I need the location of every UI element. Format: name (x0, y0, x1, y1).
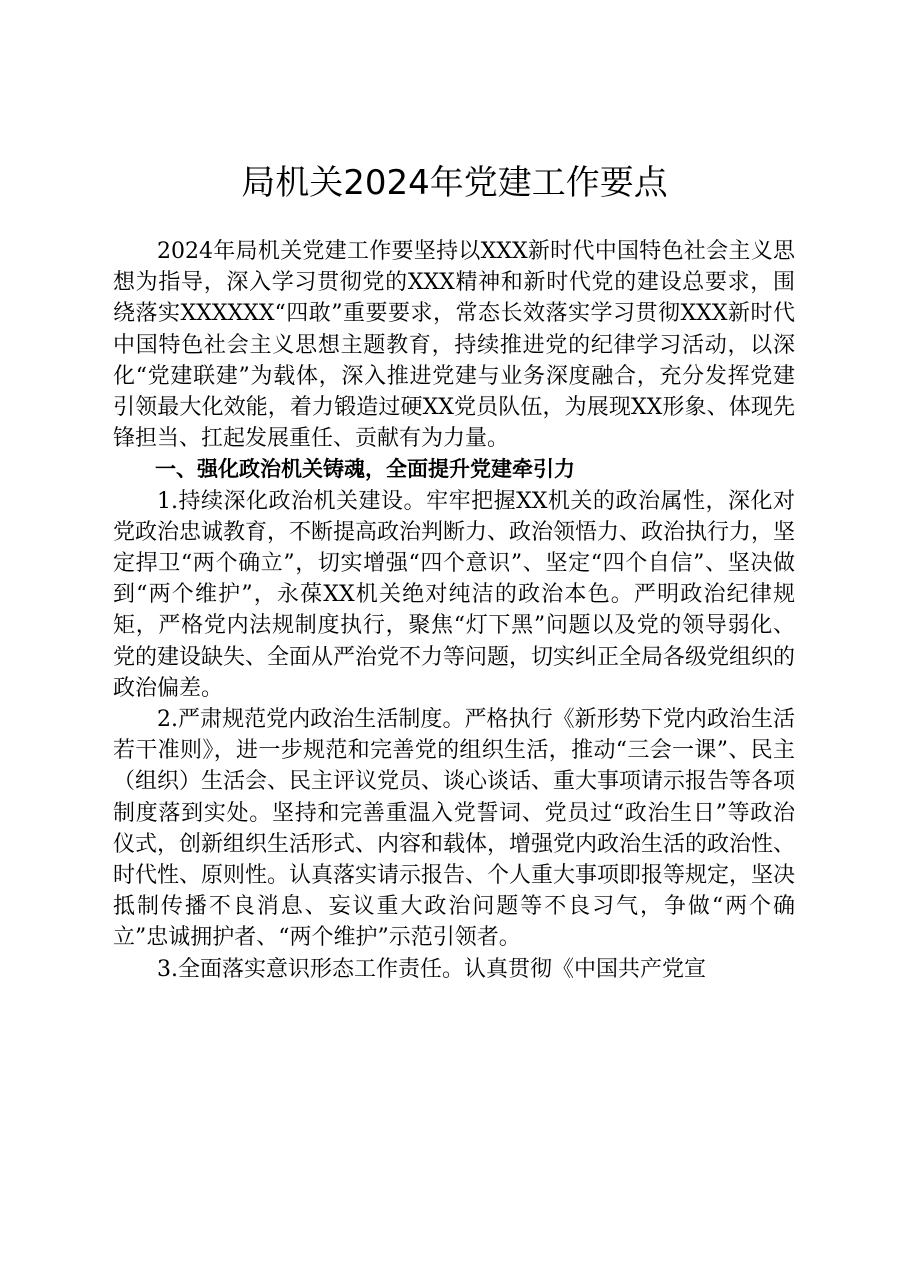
document-body (113, 236, 795, 985)
item-paragraph-2: 2.严肃规范党内政治生活制度。严格执行《新形势下党内政治生活若干准则》，进一步规范和完善党的组织生活，推动“三会一课”、民主（组织）生活会、民主评议党员、谈心谈话、重大事项请示报告等各项制度落到实处。坚持和完善重温入党誓词、党员过“政治生日”等政治仪式，创新组织生活形式、内容和载体，增强党内政治生活的政治性、时代性、原则性。认真落实请示报告、个人重大事项即报等规定，坚决抵制传播不良消息、妄议重大政治问题等不良习气，争做“两个确立”忠诚拥护者、“两个维护”示范引领者。 (113, 707, 796, 951)
item-paragraph-1: 1.持续深化政治机关建设。牢牢把握XX机关的政治属性，深化对党政治忠诚教育，不断提高政治判断力、政治领悟力、政治执行力，坚定捍卫“两个确立”，切实增强“四个意识”、坚定“四个自信”、坚决做到“两个维护”，永葆XX机关绝对纯洁的政治本色。严明政治纪律规矩，严格党内法规制度执行，聚焦“灯下黑”问题以及党的领导弱化、党的建设缺失、全面从严治党不力等问题，切实纠正全局各级党组织的政治偏差。 (113, 488, 796, 701)
item-paragraph-3: 3.全面落实意识形态工作责任。认真贯彻《中国共产党宣 (157, 956, 706, 982)
document-title: 局机关2024年党建工作要点 (241, 163, 668, 203)
intro-paragraph: 2024年局机关党建工作要坚持以XXX新时代中国特色社会主义思想为指导，深入学习贯彻党的XXX精神和新时代党的建设总要求，围绕落实XXXXXX“四敢”重要要求，常态长效落实学习贯彻XXX新时代中国特色社会主义思想主题教育，持续推进党的纪律学习活动，以深化“党建联建”为载体，深入推进党建与业务深度融合，充分发挥党建引领最大化效能，着力锻造过硬XX党员队伍，为展现XX形象、体现先锋担当、扛起发展重任、贡献有为力量。 (113, 239, 795, 452)
section-heading-1: 一、强化政治机关铸魂，全面提升党建牵引力 (155, 457, 575, 482)
